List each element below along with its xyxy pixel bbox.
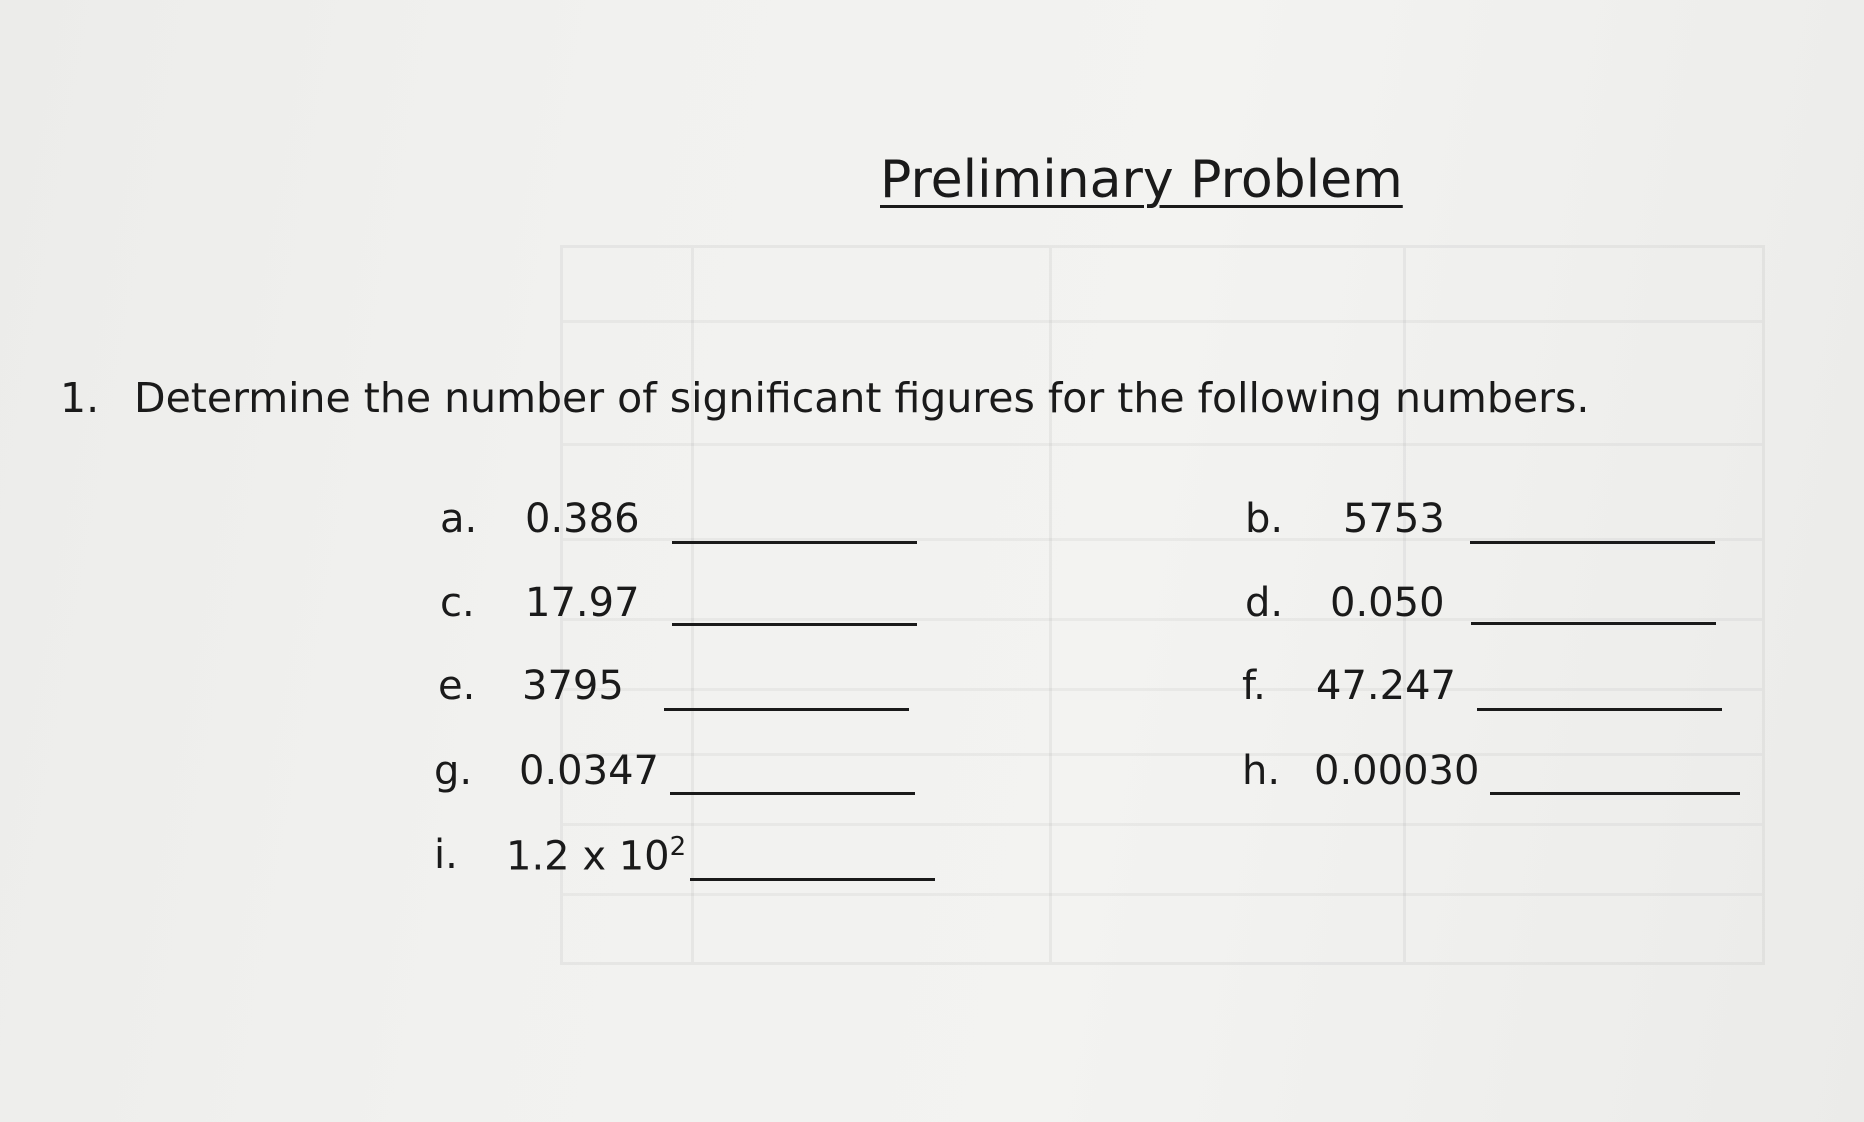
page-title: Preliminary Problem <box>880 150 1403 210</box>
item-letter: d. <box>1245 580 1284 626</box>
item-value-exponent: 2 <box>669 832 687 862</box>
item-value: 0.386 <box>525 496 640 542</box>
item-value: 0.050 <box>1330 580 1445 626</box>
answer-blank-a[interactable] <box>672 541 917 544</box>
item-letter: h. <box>1242 748 1281 794</box>
answer-blank-b[interactable] <box>1470 541 1715 544</box>
answer-blank-c[interactable] <box>672 623 917 626</box>
item-letter: e. <box>438 663 476 709</box>
answer-blank-d[interactable] <box>1471 622 1716 625</box>
question-text: Determine the number of significant figures for the following numbers. <box>134 374 1590 422</box>
answer-blank-f[interactable] <box>1477 708 1722 711</box>
item-letter: g. <box>434 748 473 794</box>
item-letter: c. <box>440 580 475 626</box>
item-value-base: 1.2 x 10 <box>506 833 670 880</box>
item-letter: b. <box>1245 496 1284 542</box>
item-value: 0.00030 <box>1314 748 1480 794</box>
answer-blank-i[interactable] <box>690 878 935 881</box>
item-letter: a. <box>440 496 478 542</box>
item-letter: f. <box>1242 663 1266 709</box>
item-value: 5753 <box>1343 496 1445 542</box>
answer-blank-h[interactable] <box>1490 792 1740 795</box>
answer-blank-e[interactable] <box>664 708 909 711</box>
answer-blank-g[interactable] <box>670 792 915 795</box>
item-value: 17.97 <box>525 580 640 626</box>
item-value <box>506 832 686 879</box>
item-value: 0.0347 <box>519 748 659 794</box>
question-number: 1. <box>60 374 100 422</box>
bleed-through-table <box>560 245 1765 965</box>
item-value: 3795 <box>522 663 624 709</box>
item-value: 47.247 <box>1316 663 1456 709</box>
item-letter: i. <box>434 832 458 878</box>
question-1 <box>60 374 1589 422</box>
